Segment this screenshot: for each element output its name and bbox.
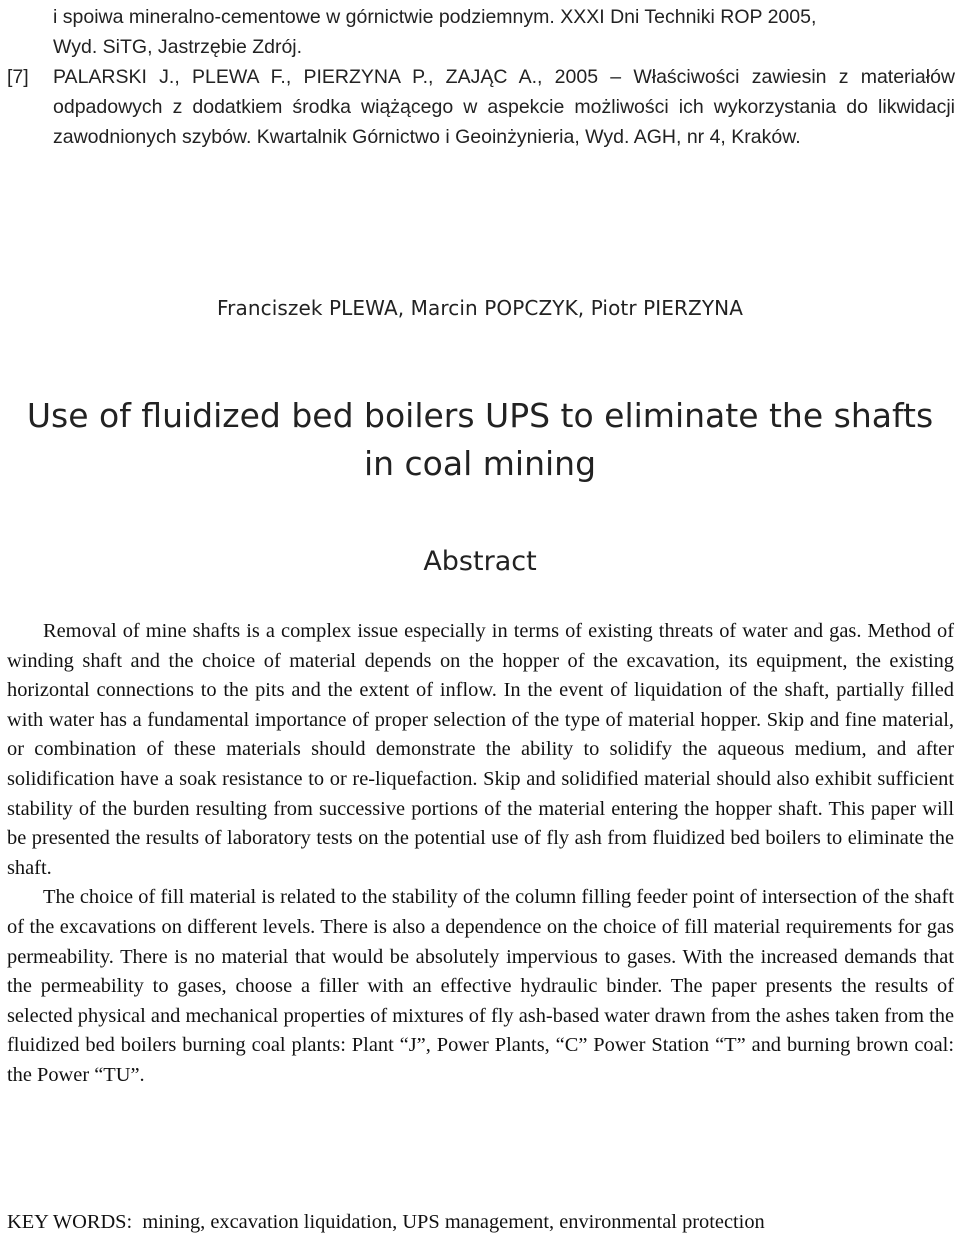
- reference-continuation-line-2: Wyd. SiTG, Jastrzębie Zdrój.: [53, 36, 303, 58]
- paper-title: Use of fluidized bed boilers UPS to eliminate the shafts in coal mining: [26, 396, 934, 483]
- reference-7-number: [7]: [7, 66, 29, 88]
- abstract-paragraph-2: The choice of fill material is related to the stability of the column filling feeder point of intersection of the shaft of the excavations on different levels. There is also a dependence on the choice of fill material requirements for gas permeability. There is no material that would be absolutely impervious to gases. With the increased demands that the permeability to gases, choose a filler with an effective hydraulic binder. The paper presents the results of selected physical and mechanical properties of mixtures of fly ash-based water drawn from the ashes taken from the fluidized bed boilers burning coal plants: Plant “J”, Power Plants, “C” Power Station “T” and burning brown coal: the Power “TU”.: [7, 886, 954, 1086]
- keywords-label: KEY WORDS:: [7, 1211, 133, 1233]
- references-section: [7, 2, 955, 152]
- keywords-text: mining, excavation liquidation, UPS management, environmental protection: [142, 1211, 765, 1233]
- reference-7-text: PALARSKI J., PLEWA F., PIERZYNA P., ZAJĄC A., 2005 – Właściwości zawiesin z materiałów odpadowych z dodatkiem środka wiążącego w aspekcie możliwości ich wykorzystania do likwidacji zawodnionych szybów. Kwartalnik Górnictwo i Geoinżynieria, Wyd. AGH, nr 4, Kraków.: [53, 66, 955, 148]
- keywords: [7, 1211, 955, 1234]
- reference-continuation-line-1: i spoiwa mineralno-cementowe w górnictwie podziemnym. XXXI Dni Techniki ROP 2005,: [53, 6, 817, 28]
- abstract-body: [7, 617, 954, 1091]
- abstract-paragraph-1: Removal of mine shafts is a complex issue especially in terms of existing threats of water and gas. Method of winding shaft and the choice of material depends on the hopper of the excavation, its equipment, the existing horizontal connections to the pits and the extent of inflow. In the event of liquidation of the shaft, partially filled with water has a fundamental importance of proper selection of the type of material hopper. Skip and fine material, or combination of these materials should demonstrate the ability to solidify the aqueous medium, and after solidification have a soak resistance to or re-liquefaction. Skip and solidified material should also exhibit sufficient stability of the burden resulting from successive portions of the material entering the hopper shaft. This paper will be presented the results of laboratory tests on the potential use of fly ash from fluidized bed boilers to eliminate the shaft.: [7, 620, 954, 879]
- reference-7: [7, 62, 955, 152]
- authors: Franciszek PLEWA, Marcin POPCZYK, Piotr PIERZYNA: [217, 296, 743, 320]
- abstract-heading: Abstract: [423, 546, 537, 577]
